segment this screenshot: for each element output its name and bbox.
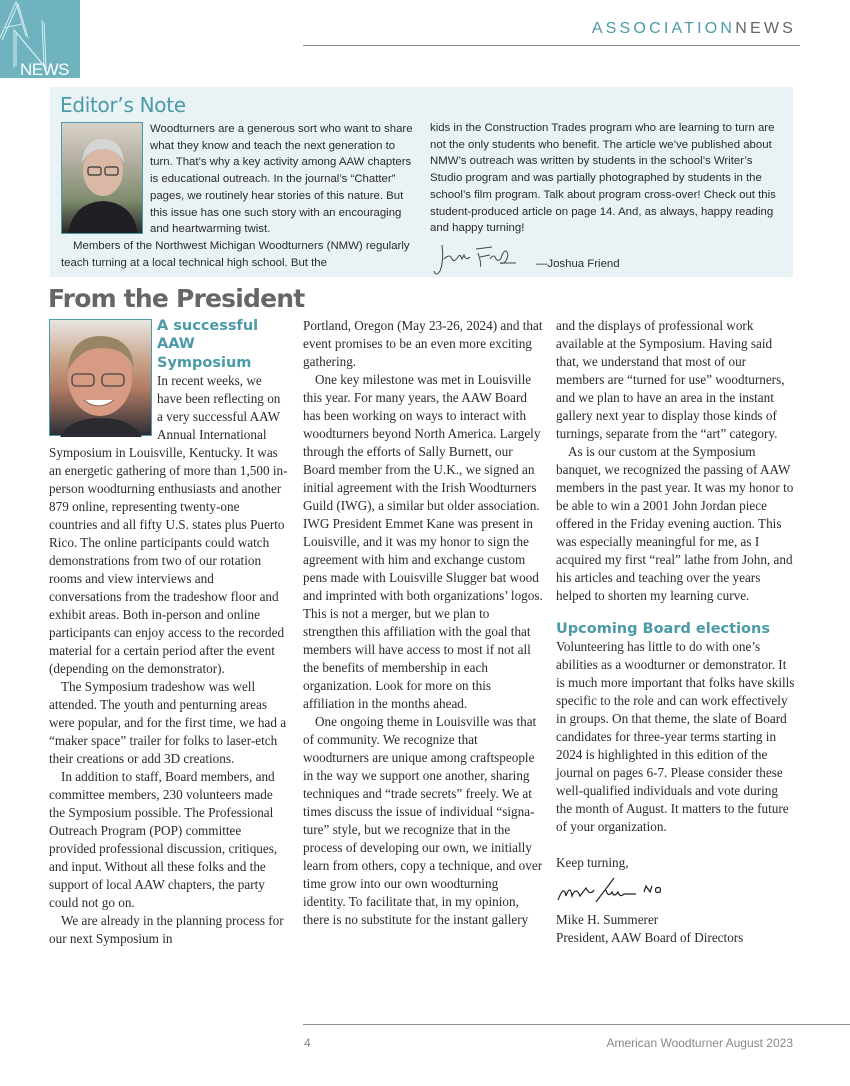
article-paragraph: One ongoing theme in Louisville was that of community. We recognize that woodturners are unique among craftspeople in the way we support one another, sharing techniques and “trade secrets” freely. We at times discuss the issue of individual “signature” style, but we recognize that in the process of developing our own, we initially learn from others, copy a technique, and over time grow into our own woodturning identity. To facilitate that, in my opinion, there is no substitute for the instant gallery (303, 714, 543, 927)
signer-title: President, AAW Board of Directors (556, 930, 744, 946)
president-column-3 (556, 317, 796, 947)
subhead-board-elections: Upcoming Board elections (556, 621, 770, 637)
editor-note-paragraph: Members of the Northwest Michigan Woodturners (NMW) regularly teach turning at a local technical high school. But the (61, 239, 410, 269)
header-divider (303, 45, 800, 46)
article-paragraph: Volunteering has little to do with one’s abilities as a woodturner or demonstrator. It is much more important that folks have skills specific to the role and can work effectively in groups. On that theme, the slate of Board candidates for three-year terms starting in 2024 is highlighted in this edition of the journal on pages 6-7. Please consider these well-qualified individuals and vote during the month of August. It matters to the future of your organization. (556, 639, 795, 835)
editor-note-column-2 (430, 120, 780, 277)
closing-line: Keep turning, (556, 855, 629, 871)
article-paragraph: In recent weeks, we have been reflecting on a very successful AAW Annual International Symposium in Louisville, Kentucky. It was an energetic gathering of more than 1,500 in-person woodturning enthusiasts and another 879 online, representing twenty-one countries and all fifty U.S. states plus Puerto Rico. The online participants could watch demonstrations from two of our rotation rooms and view interviews and conversations from the tradeshow floor and exhibit areas. Both in-person and online participants can enjoy access to the recorded material for a certain period after the event (depending on the demonstrator). (49, 372, 288, 676)
editor-signature-icon (430, 241, 522, 277)
editor-note-title: Editor’s Note (60, 93, 186, 117)
article-paragraph: As is our custom at the Symposium banquet, we recognized the passing of AAW members in the past year. It was my honor to be able to win a 2001 John Jordan piece offered in the Friday evening auction. This was especially meaningful for me, as I acquired my first “real” lathe from John, and his articles and teaching over the years helped to shorten my learning curve. (556, 444, 794, 603)
editor-note-paragraph: kids in the Construction Trades program who are learning to turn are not the only students who benefit. The article we’ve published about NMW’s outreach was written by students in the school’s Writer’s Studio program and was partially photographed by students in the school’s film program. Talk about program cross-over! Check out this student-produced article on page 14. And, as always, happy reading and happy turning! (430, 122, 776, 235)
article-paragraph: The Symposium tradeshow was well attended. The youth and penturning areas were popular, and for the first time, we had a “maker space” trailer for folks to laser-etch their creations or add 3D creations. (49, 678, 287, 766)
article-paragraph: and the displays of professional work available at the Symposium. Having said that, we understand that most of our members are “turned for use” woodturners, and we plan to have an area in the instant gallery next year to display those kinds of turnings, separate from the “art” category. (556, 318, 785, 441)
president-section-title: From the President (48, 284, 305, 313)
president-portrait-photo (49, 319, 152, 436)
editor-note-box (50, 87, 793, 277)
section-title-accent: ASSOCIATION (591, 20, 736, 37)
president-column-1 (49, 317, 289, 948)
signer-name: Mike H. Summerer (556, 912, 659, 928)
article-paragraph: In addition to staff, Board members, and committee members, 230 volunteers made the Symposium possible. The Professional Outreach Program (POP) committee provided professional discussion, critiques, and input. Without all these folks and the support of local AAW chapters, the party could not go on. (49, 768, 278, 910)
president-column-2 (303, 317, 543, 929)
editor-signature-name: —Joshua Friend (536, 258, 620, 271)
subhead-successful-symposium: A successful AAW Symposium (157, 318, 259, 371)
article-paragraph: We are already in the planning process for our next Symposium in (49, 912, 284, 946)
page-number: 4 (304, 1036, 311, 1050)
logo-news-label: NEWS (20, 60, 69, 78)
editor-portrait-photo (61, 122, 143, 234)
article-paragraph: One key milestone was met in Louisville this year. For many years, the AAW Board has been working on ways to interact with woodturners beyond North America. Largely through the efforts of Sally Burnett, our Board member from the U.K., we signed an initial agreement with the Irish Woodturners Guild (IWG), a similar but older association. IWG President Emmet Kane was present in Louisville, and it was my honor to sign the agreement with him and exchange custom pens made with Louisville Slugger bat wood and imprinted with both organizations’ logos. This is not a merger, but we plan to strengthen this affiliation with the goal that members will have access to most if not all the benefits of membership in each organization. Look for more on this affiliation in the months ahead. (303, 372, 543, 711)
section-title-rest: NEWS (735, 20, 796, 37)
editor-signature-row (430, 241, 780, 277)
footer-divider (303, 1024, 850, 1025)
editor-note-paragraph: Woodturners are a generous sort who want to share what they know and teach the next generation to turn. That’s why a key activity among AAW chapters is educational outreach. In the journal’s “Chatter” pages, we routinely hear stories of this nature. But this issue has one such story with an encouraging and heartwarming twist. (150, 123, 413, 236)
section-title (592, 20, 796, 38)
publication-issue: American Woodturner August 2023 (606, 1036, 793, 1050)
president-signature-icon (556, 874, 676, 906)
an-news-logo (0, 0, 80, 78)
article-paragraph: Portland, Oregon (May 23-26, 2024) and that event promises to be an even more exciting gathering. (303, 318, 543, 369)
